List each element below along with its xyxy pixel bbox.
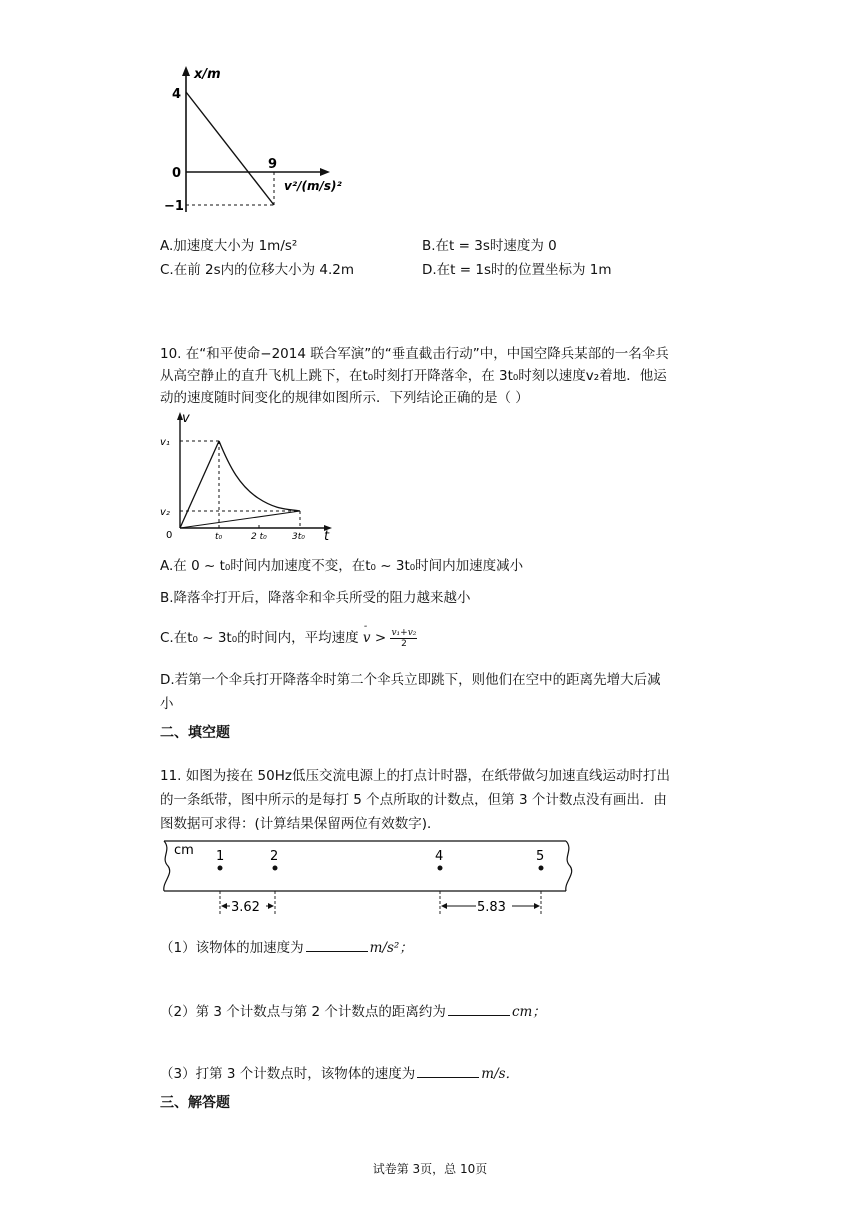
q9-option-b: B.在t = 3s时速度为 0: [422, 238, 557, 254]
q9-option-c: C.在前 2s内的位移大小为 4.2m: [160, 262, 355, 278]
answer-blank-3[interactable]: [417, 1063, 479, 1078]
tape-dot-4: [438, 866, 443, 871]
q11-line2: 的一条纸带，图中所示的是每打 5 个点所取的计数点，但第 3 个计数点没有画出．由: [160, 792, 667, 808]
q10-line3: 动的速度随时间变化的规律如图所示．下列结论正确的是（ ）: [160, 390, 529, 406]
answer-blank-2[interactable]: [448, 1001, 510, 1016]
q11-line1: 11. 如图为接在 50Hz低压交流电源上的打点计时器，在纸带做匀加速直线运动时打出: [160, 768, 670, 784]
q11-part1: [160, 936, 413, 956]
q11-part1-text: （1）该物体的加速度为: [160, 940, 304, 956]
t2-label: 2 t₀: [251, 532, 267, 540]
v1-label: v₁: [160, 437, 170, 448]
x-v2-graph: [160, 62, 380, 222]
point-1-label: 1: [216, 849, 225, 864]
q11-part1-unit: m/s²；: [369, 940, 413, 956]
tape-dot-5: [539, 866, 544, 871]
q10-line2: 从高空静止的直升飞机上跳下，在t₀时刻打开降落伞，在 3t₀时刻以速度v₂着地．他运: [160, 368, 667, 384]
tick-9: 9: [268, 157, 278, 172]
v2-label: v₂: [160, 507, 170, 518]
point-2-label: 2: [270, 849, 279, 864]
section-fill-in: 二、填空题: [160, 725, 230, 741]
paper-tape-figure: [158, 836, 578, 918]
fraction-denominator: 2: [401, 638, 407, 649]
section-solve: 三、解答题: [160, 1095, 230, 1111]
v-axis-label: v: [182, 411, 190, 426]
tape-unit: cm: [174, 843, 194, 858]
t3-label: 3t₀: [292, 532, 305, 540]
q10-option-a: A.在 0 ~ t₀时间内加速度不变，在t₀ ~ 3t₀时间内加速度减小: [160, 558, 524, 574]
v-t-graph: [158, 408, 348, 540]
q11-part3-unit: m/s．: [481, 1066, 520, 1082]
fraction-numerator: v₁+v₂: [391, 627, 417, 638]
page-footer: 试卷第 3页，总 10页: [372, 1162, 488, 1176]
q10-option-d-line2: 小: [160, 696, 174, 712]
t-axis-label: t: [324, 529, 330, 540]
point-4-label: 4: [435, 849, 444, 864]
fraction: [390, 628, 417, 649]
mean-velocity-symbol: - v: [362, 621, 371, 646]
q9-option-d: D.在t = 1s时的位置坐标为 1m: [422, 262, 612, 278]
distance-1-2: 3.62: [231, 900, 260, 915]
q10-option-b: B.降落伞打开后，降落伞和伞兵所受的阻力越来越小: [160, 590, 471, 606]
q10-line1: 10. 在“和平使命−2014 联合军演”的“垂直截击行动”中，中国空降兵某部的一名伞兵: [160, 346, 669, 362]
origin-label: 0: [166, 530, 173, 540]
x-axis-label: v²/(m/s)²: [284, 179, 342, 193]
tape-dot-1: [218, 866, 223, 871]
q11-part2-text: （2）第 3 个计数点与第 2 个计数点的距离约为: [160, 1004, 446, 1020]
answer-blank-1[interactable]: [306, 937, 368, 952]
q10-option-d-line1: D.若第一个伞兵打开降落伞时第二个伞兵立即跳下，则他们在空中的距离先增大后减: [160, 672, 661, 688]
tick-0: 0: [172, 166, 182, 181]
greater-than-sign: >: [374, 630, 387, 646]
q11-line3: 图数据可求得：(计算结果保留两位有效数字)．: [160, 816, 441, 832]
q10-option-c-text: C.在t₀ ~ 3t₀的时间内，平均速度: [160, 630, 359, 646]
tick-4: 4: [172, 87, 182, 102]
point-5-label: 5: [536, 849, 545, 864]
q11-part2: [160, 1000, 546, 1020]
tape-dot-2: [273, 866, 278, 871]
q9-option-a: A.加速度大小为 1m/s²: [160, 238, 298, 254]
q10-option-c: [160, 621, 417, 649]
q11-part2-unit: cm；: [511, 1004, 546, 1020]
q11-part3: [160, 1062, 519, 1082]
y-axis-label: x/m: [194, 67, 221, 82]
q11-part3-text: （3）打第 3 个计数点时，该物体的速度为: [160, 1066, 416, 1082]
t0-label: t₀: [215, 532, 223, 540]
distance-4-5: 5.83: [477, 900, 506, 915]
tick-neg1: −1: [164, 199, 184, 214]
